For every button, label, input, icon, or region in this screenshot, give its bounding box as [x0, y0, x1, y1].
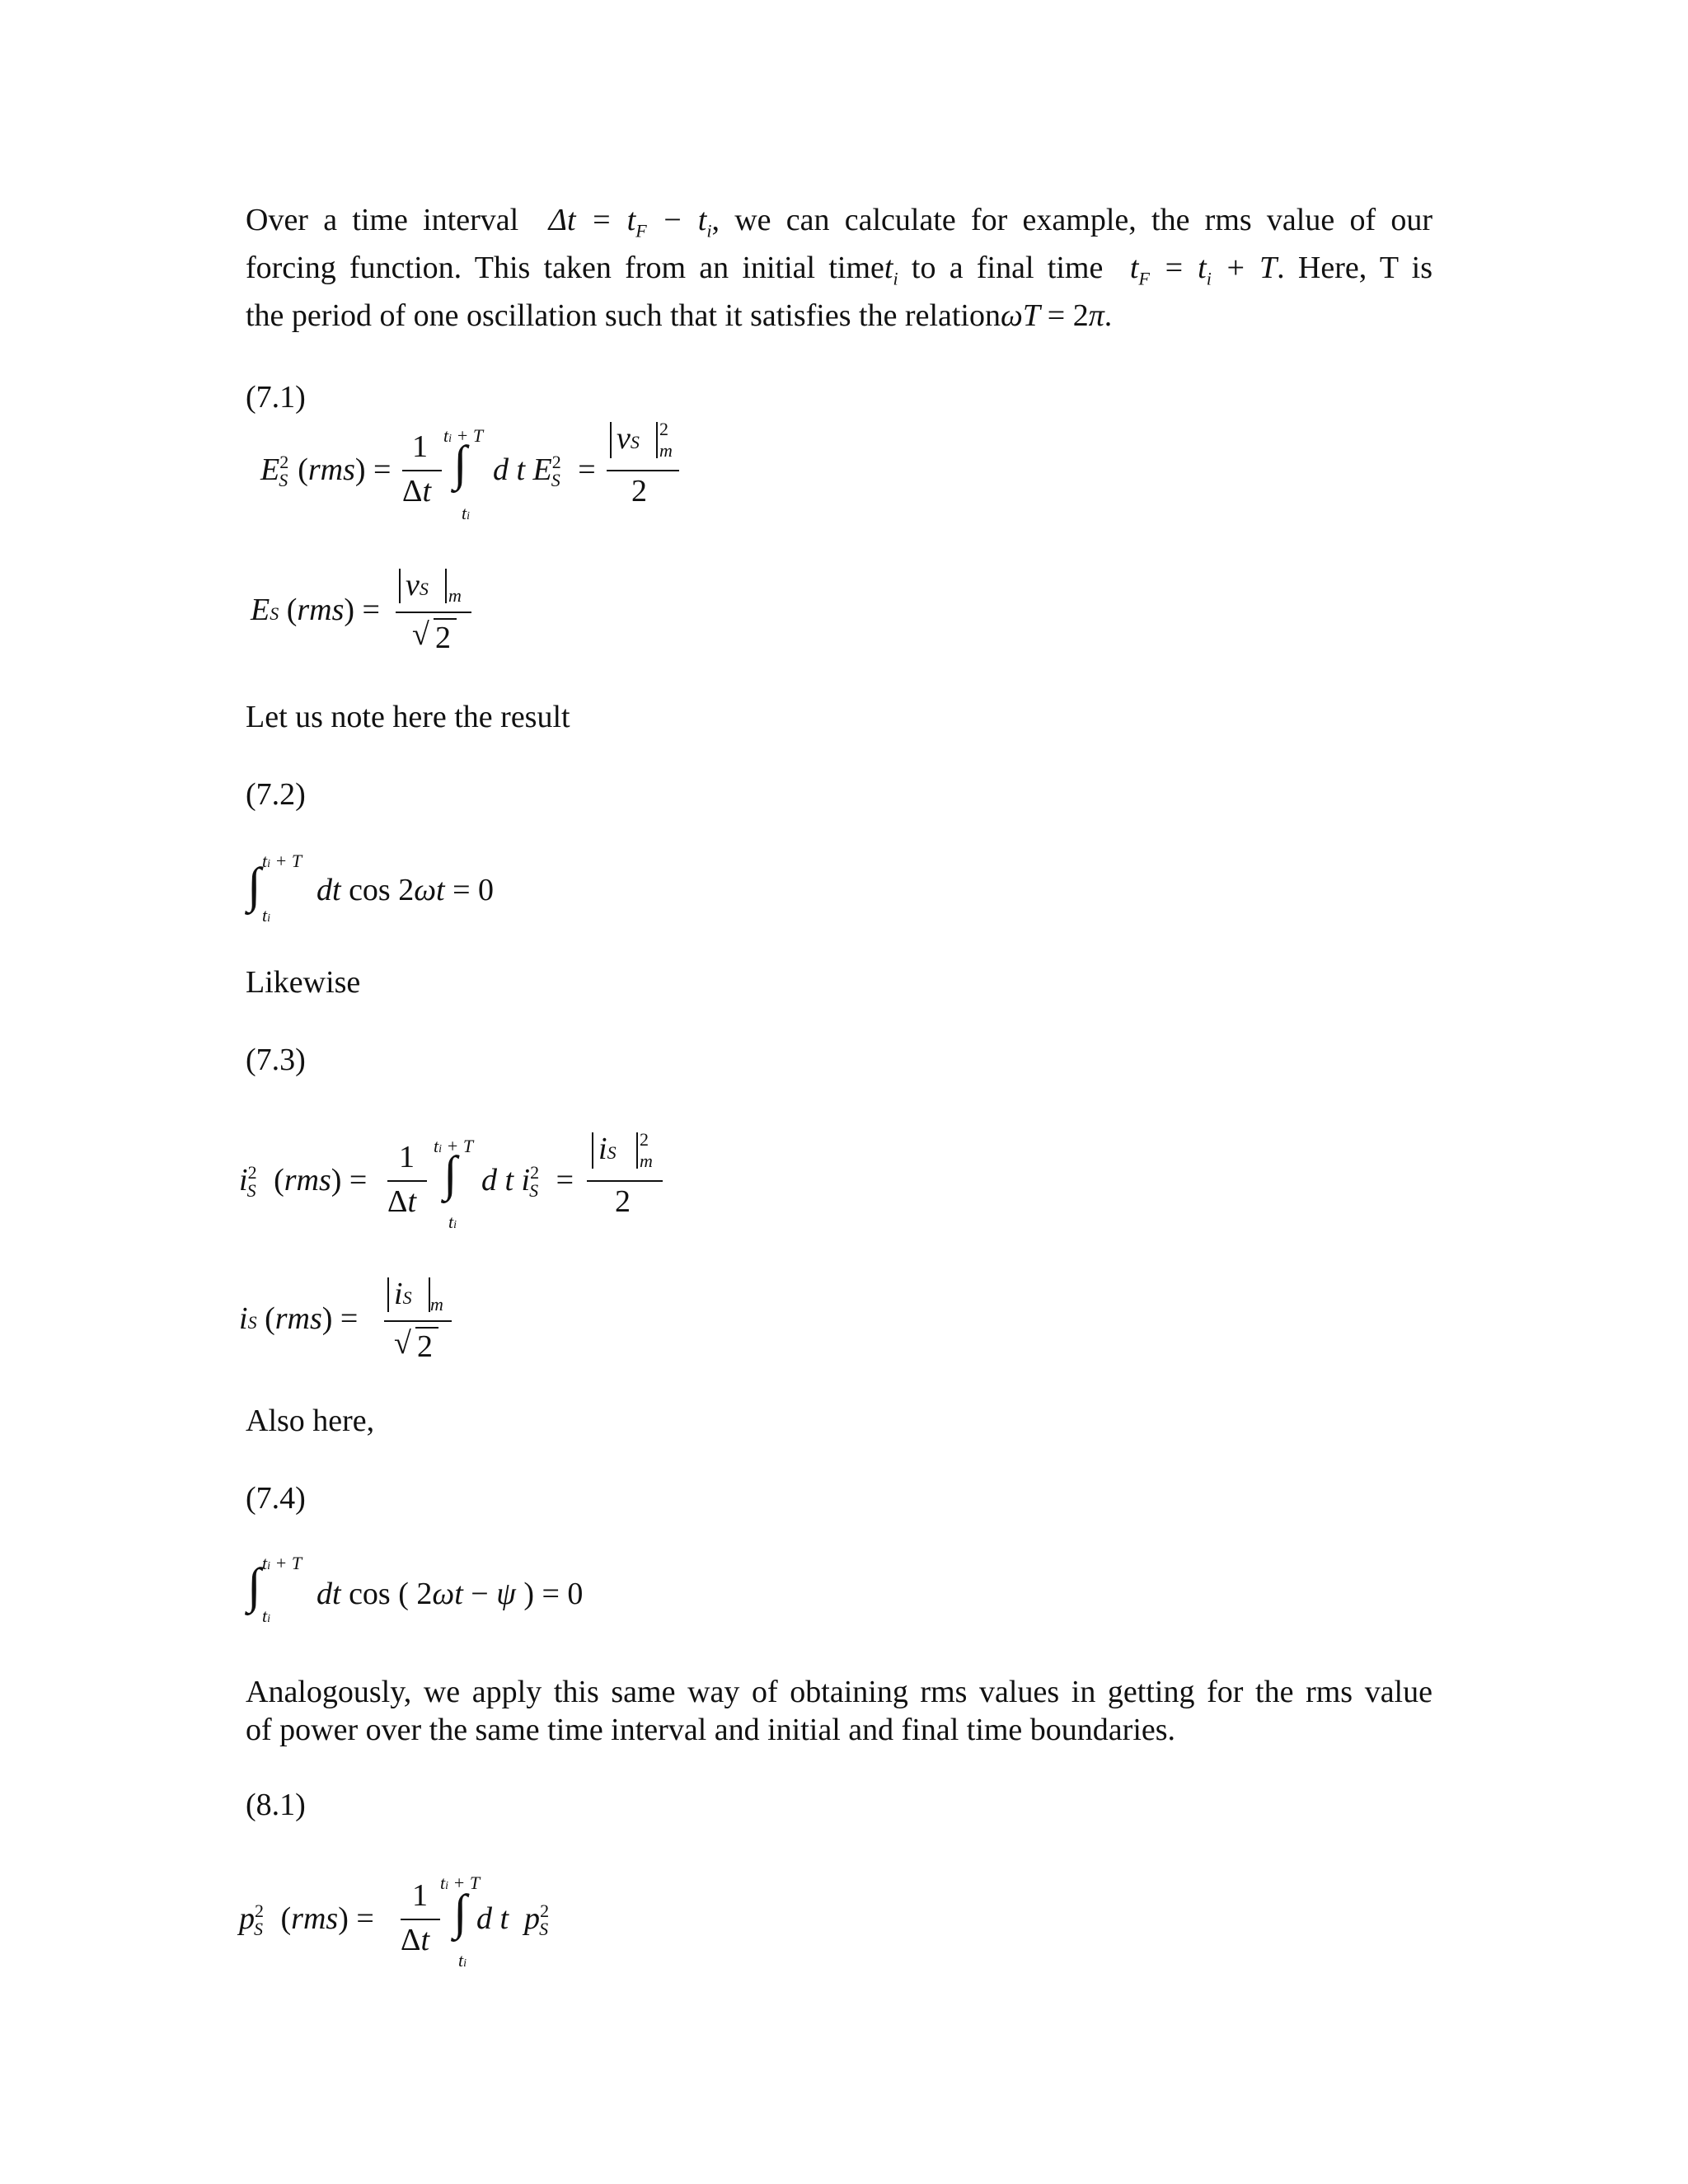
omega-relation: ωT = 2π [1001, 298, 1104, 333]
also-here-text: Also here, [246, 1404, 375, 1438]
intro-text: the period of one oscillation such that it satisfies the relation [246, 298, 1001, 333]
equation-number: (7.3) [246, 1043, 306, 1077]
equation-number: (7.2) [246, 777, 306, 812]
note-text: Let us note here the result [246, 700, 570, 734]
equation-number: (8.1) [246, 1788, 306, 1822]
intro-text: Over a time interval [246, 203, 519, 237]
equation-number: (7.1) [246, 380, 306, 415]
ti-symbol: $t_i$ [884, 251, 898, 289]
intro-text: . [1104, 298, 1113, 333]
analog-text: Analogously, we apply this same way of obtaining rms values in getting for the rms value [246, 1675, 1432, 1709]
intro-text: forcing function. This taken from an initial time [246, 251, 884, 285]
likewise-text: Likewise [246, 965, 361, 1000]
analog-text: of power over the same time interval and initial and final time boundaries. [246, 1713, 1176, 1747]
intro-text: . Here, T is [1277, 251, 1433, 285]
intro-text: , we can calculate for example, the rms value of our [711, 203, 1433, 237]
tf-expr: $t_F = t_i + T$ [1116, 251, 1278, 289]
intro-text: to a final time [911, 251, 1104, 285]
analog-line-1 [246, 1673, 1432, 1711]
analog-line-2 [246, 1711, 1432, 1749]
intro-line-3 [246, 292, 1432, 340]
equation-number: (7.4) [246, 1481, 306, 1516]
interval-expr: $\Delta t = t_F - t_i$ [533, 203, 712, 241]
